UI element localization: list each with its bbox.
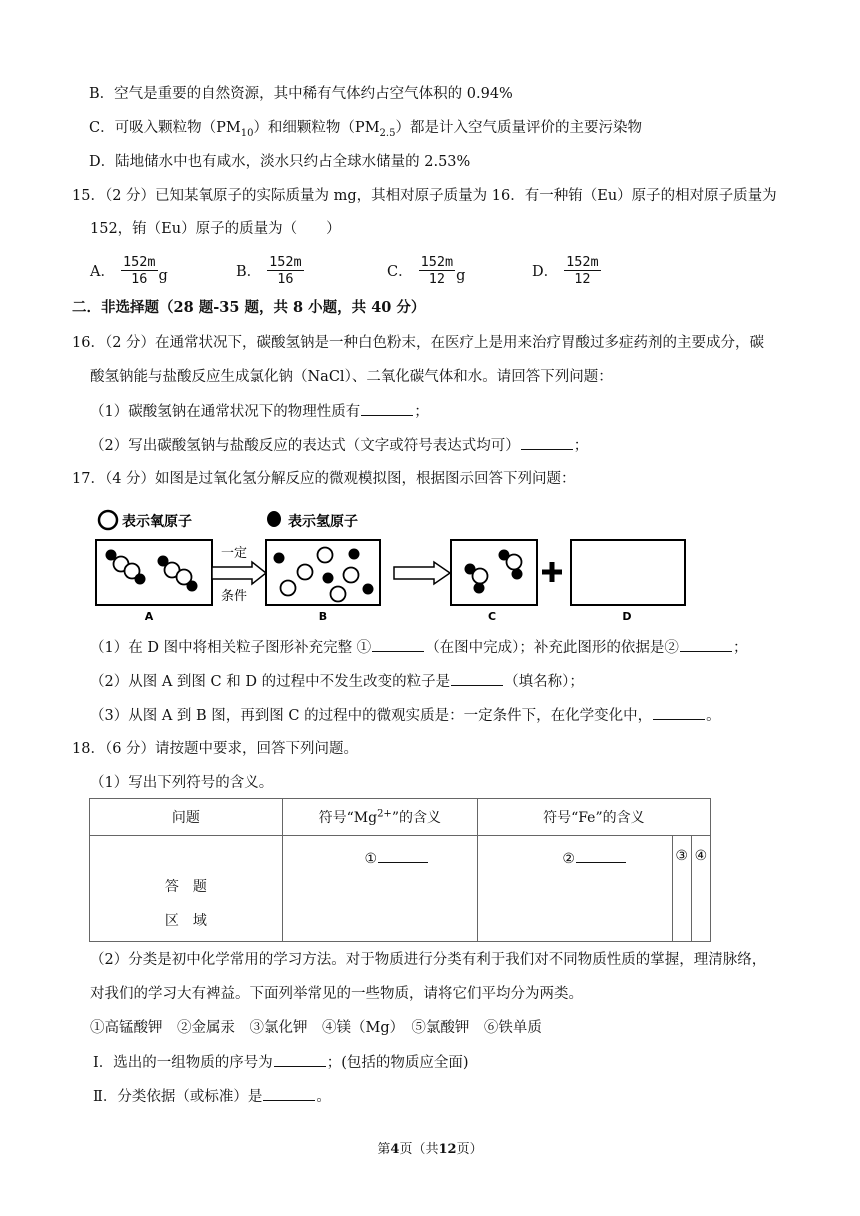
question-16-part-2: （2）写出碳酸氢钠与盐酸反应的表达式（文字或符号表达式均可） ； — [90, 435, 588, 456]
question-18-ii: Ⅱ．分类依据（或标准）是 。 — [93, 1086, 331, 1107]
reaction-arrow — [212, 562, 266, 584]
option-b-14: B．空气是重要的自然资源，其中稀有气体约占空气体积的 0.94% — [89, 86, 513, 102]
table-header-mg: 符号“$Mg^{2+}$”的含义 — [282, 799, 477, 836]
question-18-stem: 18．（6 分）请按题中要求，回答下列问题。 — [72, 741, 359, 757]
legend-oxygen-text: 表示氧原子 — [122, 514, 192, 530]
question-15-line-2: 152，铕（Eu）原子的质量为（ ） — [90, 221, 341, 237]
substance-list: ①高锰酸钾 ②金属汞 ③氯化钾 ④镁（Mg） ⑤氯酸钾 ⑥铁单质 — [90, 1020, 542, 1036]
answer-cell-mg[interactable]: ① — [282, 836, 477, 942]
legend-hydrogen-text: 表示氢原子 — [288, 514, 358, 530]
arrow-condition-top: 一定 — [220, 546, 248, 561]
option-a-15[interactable]: A． $\frac{152m}{16}$ g — [90, 253, 168, 287]
answer-cell-3[interactable]: ③ — [672, 836, 691, 942]
fraction: $\frac{152m}{12}$ — [420, 253, 454, 287]
molecule-diagram — [94, 500, 754, 620]
section-heading: 二．非选择题（28 题-35 题，共 8 小题，共 40 分） — [72, 299, 426, 316]
question-17-part-1: （1）在 D 图中将相关粒子图形补充完整 ① （在图中完成）；补充此图形的依据是② ； — [90, 637, 747, 658]
question-18-part-2-line-1: （2）分类是初中化学常用的学习方法。对于物质进行分类有利于我们对不同物质性质的掌握，理清脉络， — [90, 952, 767, 968]
answer-blank[interactable] — [680, 637, 732, 652]
answer-cell-fe[interactable]: ② — [477, 836, 672, 942]
question-16-line-1: 16．（2 分）在通常状况下，碳酸氢钠是一种白色粉末，在医疗上是用来治疗胃酸过多症药剂的主要成分，碳 — [72, 335, 765, 351]
fraction: $\frac{152m}{16}$ — [122, 253, 156, 287]
oxygen-legend-icon — [99, 511, 117, 529]
option-d-14: D．陆地储水中也有咸水，淡水只约占全球水储量的 2.53% — [89, 154, 471, 170]
answer-blank[interactable] — [451, 671, 503, 686]
arrow-condition-bottom: 条件 — [220, 589, 248, 604]
answer-area-label: 答 题 区 域 — [90, 836, 283, 942]
answer-blank[interactable] — [653, 705, 705, 720]
fraction: $\frac{152m}{12}$ — [566, 253, 599, 287]
question-17-part-2: （2）从图 A 到图 C 和 D 的过程中不发生改变的粒子是 （填名称）； — [90, 671, 584, 692]
answer-cell-4[interactable]: ④ — [691, 836, 710, 942]
plus-icon — [542, 562, 562, 582]
option-b-15[interactable]: B． $\frac{152m}{16}$ — [236, 253, 302, 287]
molecule-diagram-svg — [94, 500, 754, 620]
question-17-part-3: （3）从图 A 到 B 图，再到图 C 的过程中的微观实质是：一定条件下，在化学变化中， 。 — [90, 705, 721, 726]
page-footer: 第4页（共12页） — [377, 1142, 483, 1157]
table-header-fe: 符号“Fe”的含义 — [477, 799, 710, 836]
question-17-stem: 17．（4 分）如图是过氧化氢分解反应的微观模拟图，根据图示回答下列问题： — [72, 471, 576, 487]
question-15-options — [90, 250, 650, 290]
label-b: B — [318, 610, 328, 620]
option-c-14: C．可吸入颗粒物$(PM_{10})$和细颗粒物$(PM_{2.5})$都是计入空气质量评价的主要污染物 — [89, 120, 642, 139]
option-c-15[interactable]: C． $\frac{152m}{12}$ g — [387, 253, 466, 287]
question-15-line-1: 15．（2 分）已知某氧原子的实际质量为 mg，其相对原子质量为 16．有一种铕（Eu）原子的相对原子质量为 — [72, 188, 777, 204]
answer-blank[interactable] — [274, 1052, 326, 1067]
answer-blank[interactable] — [521, 435, 573, 450]
answer-table — [89, 798, 711, 942]
hydrogen-legend-icon — [267, 511, 281, 527]
question-18-part-2-line-2: 对我们的学习大有裨益。下面列举常见的一些物质，请将它们平均分为两类。 — [90, 986, 583, 1002]
answer-blank[interactable] — [263, 1086, 315, 1101]
answer-blank[interactable] — [372, 637, 424, 652]
question-16-line-2: 酸氢钠能与盐酸反应生成氯化钠（NaCl）、二氧化碳气体和水。请回答下列问题： — [90, 369, 613, 385]
question-18-i: Ⅰ．选出的一组物质的序号为 ；(包括的物质应全面) — [93, 1052, 469, 1073]
answer-blank[interactable] — [576, 848, 626, 863]
table-header-question: 问题 — [90, 799, 283, 836]
answer-blank[interactable] — [361, 401, 413, 416]
box-c — [451, 540, 537, 605]
question-16-part-1: （1）碳酸氢钠在通常状况下的物理性质有 ； — [90, 401, 429, 422]
reaction-arrow — [394, 562, 450, 584]
option-d-15[interactable]: D． $\frac{152m}{12}$ — [532, 253, 599, 287]
answer-blank[interactable] — [378, 848, 428, 863]
box-a — [96, 540, 212, 605]
box-d[interactable] — [571, 540, 685, 605]
label-c: C — [487, 610, 497, 620]
label-a: A — [144, 610, 154, 620]
question-18-part-1: （1）写出下列符号的含义。 — [90, 775, 274, 791]
label-d: D — [622, 610, 632, 620]
fraction: $\frac{152m}{16}$ — [269, 253, 302, 287]
